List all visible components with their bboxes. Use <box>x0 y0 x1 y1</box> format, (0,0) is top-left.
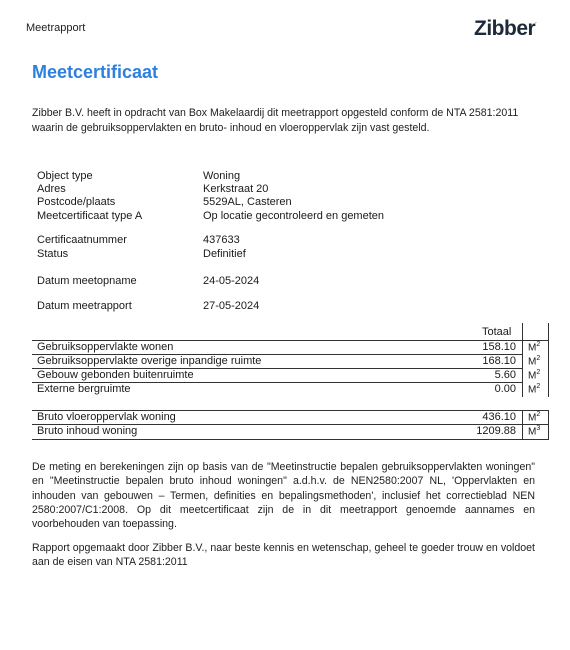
row-value: 5.60 <box>494 369 516 381</box>
page-title: Meetcertificaat <box>32 62 159 82</box>
row-label: Gebruiksoppervlakte overige inpandige ruimte <box>37 355 262 367</box>
info-row-nummer <box>37 234 507 248</box>
info-label: Status <box>37 248 69 260</box>
row-value: 0.00 <box>494 383 516 395</box>
table-divider <box>522 410 523 440</box>
info-label: Datum meetopname <box>37 275 137 287</box>
row-unit: $M^2$ <box>528 341 541 354</box>
methodology-paragraph: De meting en berekeningen zijn op basis van de "Meetinstructie bepalen gebruiksoppervlakten woningen" en "Meetinstructie bepalen bruto inhoud woningen" a.d.h.v. de NEN2580:2007 NL, 'Oppervlakten en inhouden van gebouwen – Termen, definities en bepalingsmethoden', inclusief het correctieblad NEN 2580:2007/C1:2008. Op dit meetcertificaat zijn de in dit meetrapport genoemde aannames en voorbehouden van toepassing. <box>32 461 535 531</box>
row-value: 168.10 <box>482 355 516 367</box>
info-row-adres <box>37 183 507 197</box>
info-value: 27-05-2024 <box>203 300 260 312</box>
report-label: Meetrapport <box>26 22 86 34</box>
logo-text: Zibber <box>474 17 536 40</box>
info-row-status <box>37 248 507 262</box>
row-unit: $M^2$ <box>528 369 541 382</box>
row-value: 1209.88 <box>476 425 516 437</box>
row-label: Externe bergruimte <box>37 383 131 395</box>
info-row-meetrapport <box>37 300 507 314</box>
info-label: Adres <box>37 183 66 195</box>
table-divider <box>522 340 523 397</box>
info-row-meetopname <box>37 275 507 289</box>
zibber-logo <box>474 17 536 41</box>
table-divider <box>522 323 523 341</box>
info-label: Object type <box>37 170 93 182</box>
info-row-postcode <box>37 196 507 210</box>
table-row <box>32 425 549 440</box>
closing-paragraph: Rapport opgemaakt door Zibber B.V., naar beste kennis en wetenschap, geheel te goeder trouw en voldoet aan de eisen van NTA 2581:2011 <box>32 542 535 569</box>
row-label: Bruto inhoud woning <box>37 425 138 437</box>
row-unit: $M^3$ <box>528 425 541 438</box>
table-divider <box>548 410 549 440</box>
info-label: Datum meetrapport <box>37 300 132 312</box>
info-value: 437633 <box>203 234 240 246</box>
table-divider <box>548 323 549 341</box>
info-value: Definitief <box>203 248 246 260</box>
row-value: 436.10 <box>482 411 516 423</box>
info-value: Kerkstraat 20 <box>203 183 269 195</box>
row-value: 158.10 <box>482 341 516 353</box>
info-label: Certificaatnummer <box>37 234 127 246</box>
table-row <box>32 383 549 398</box>
row-label: Bruto vloeroppervlak woning <box>37 411 176 423</box>
info-value: 24-05-2024 <box>203 275 260 287</box>
row-unit: $M^2$ <box>528 383 541 396</box>
info-row-type <box>37 210 507 224</box>
row-unit: $M^2$ <box>528 411 541 424</box>
row-unit: $M^2$ <box>528 355 541 368</box>
table-rule <box>32 439 549 440</box>
info-value: Op locatie gecontroleerd en gemeten <box>203 210 385 222</box>
total-header: Totaal <box>482 326 512 338</box>
logo-mark: . <box>535 19 537 25</box>
info-value: 5529AL, Casteren <box>203 196 292 208</box>
table-divider <box>548 340 549 397</box>
row-label: Gebruiksoppervlakte wonen <box>37 341 174 353</box>
info-value: Woning <box>203 170 241 182</box>
intro-paragraph: Zibber B.V. heeft in opdracht van Box Makelaardij dit meetrapport opgesteld conform de NTA 2581:2011 waarin de gebruiksoppervlakten en bruto- inhoud en vloeroppervlak zijn vast gesteld. <box>32 107 519 134</box>
row-label: Gebouw gebonden buitenruimte <box>37 369 194 381</box>
info-label: Meetcertificaat type A <box>37 210 143 222</box>
info-row-object-type <box>37 170 507 184</box>
info-label: Postcode/plaats <box>37 196 116 208</box>
